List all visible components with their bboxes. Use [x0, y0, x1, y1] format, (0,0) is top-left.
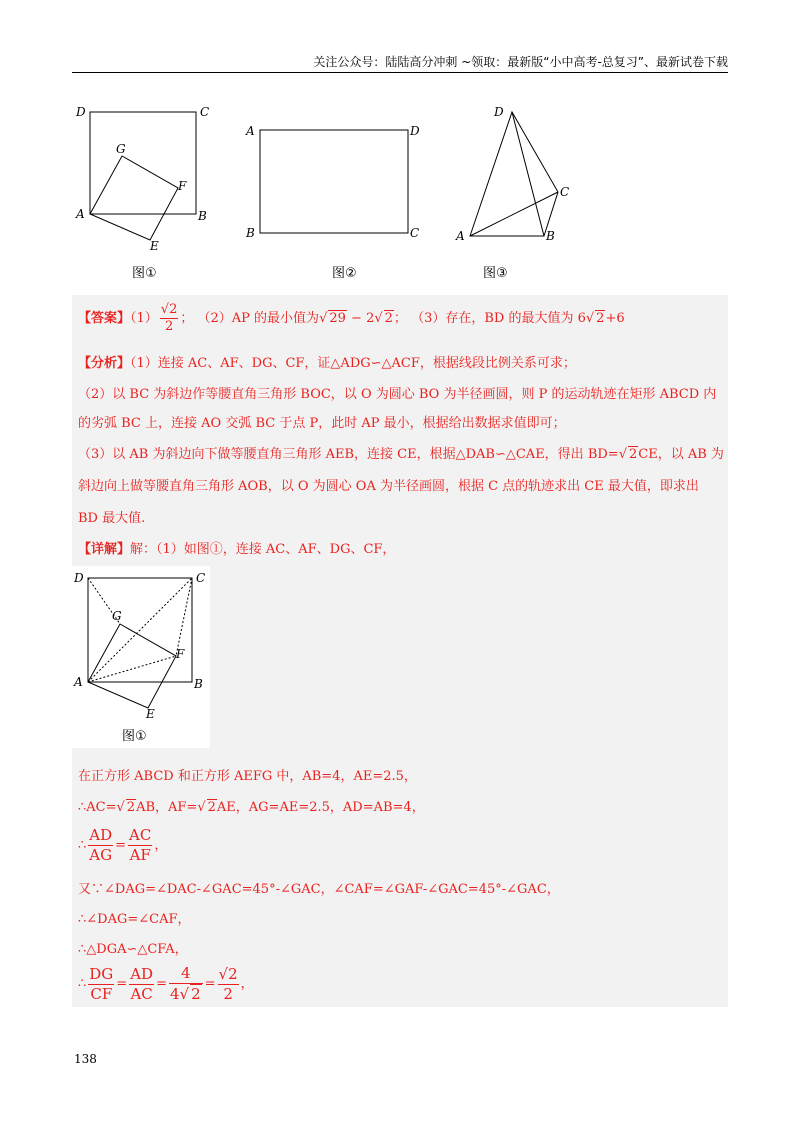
fraction-dg-cf [88, 965, 114, 1004]
analysis-line-1 [78, 352, 724, 371]
frac-num: AD [130, 964, 154, 983]
frac-num: AC [129, 826, 152, 844]
detail-step-6 [78, 938, 724, 957]
label-D: D [74, 571, 84, 585]
therefore-sign: ∴ [78, 838, 87, 853]
label-F: F [178, 179, 187, 193]
label-D: D [76, 105, 86, 119]
frac-den: 2 [223, 984, 233, 1003]
detail-text: ∴AC= [78, 800, 117, 815]
figure-2 [240, 115, 430, 245]
figure-3-caption: 图③ [483, 266, 508, 281]
label-E: E [150, 239, 159, 253]
frac-den: AG [89, 846, 113, 864]
page-number: 138 [74, 1052, 97, 1066]
detail-step-1 [78, 765, 724, 784]
answer-sep: ； [180, 311, 194, 326]
detail-text: 又∵∠DAG=∠DAC-∠GAC=45°-∠GAC，∠CAF=∠GAF-∠GAC=45°-∠GAC， [78, 882, 560, 897]
analysis-text: 斜边向上做等腰直角三角形 AOB，以 O 为圆心 OA 为半径画圆，根据 C 点的轨迹求出 CE 最大值，即求出 [78, 479, 699, 494]
label-G: G [112, 609, 122, 623]
label-C: C [200, 105, 210, 119]
answer-mid: − 2 [346, 311, 375, 326]
sqrt-2: 2 [384, 311, 393, 326]
label-B: B [198, 209, 207, 223]
label-C: C [196, 571, 206, 585]
figure-3 [450, 100, 590, 250]
therefore-sign: ∴ [78, 976, 87, 992]
frac-num: DG [89, 964, 114, 983]
detail-text: ∴△DGA∽△CFA， [78, 942, 188, 957]
sqrt-sign: √ [374, 311, 383, 326]
figure-1-caption: 图① [132, 266, 157, 281]
detail-sep: ， [154, 838, 168, 853]
answer-fraction [160, 302, 179, 335]
label-E: E [146, 707, 155, 721]
analysis-tag: 【分析】 [78, 356, 131, 371]
analysis-line-4 [78, 443, 724, 462]
answer-tag: 【答案】 [78, 311, 131, 326]
detail-text: AE，AG=AE=2.5，AD=AB=4， [216, 800, 425, 815]
detail-step-4 [78, 878, 724, 897]
frac-den: AF [129, 846, 151, 864]
fraction-ad-ag [88, 826, 113, 865]
frac-den-coef: 4 [169, 985, 180, 1003]
analysis-text: BD 最大值. [78, 511, 146, 526]
label-B: B [194, 677, 203, 691]
frac-num: √2 [218, 964, 238, 983]
figure-4-caption: 图① [122, 729, 147, 744]
analysis-text: （1）连接 AC、AF、DG、CF，证△ADG∽△ACF，根据线段比例关系可求； [130, 356, 576, 371]
fraction-root2-2 [218, 965, 239, 1004]
analysis-line-3 [78, 412, 724, 431]
frac-den: AC [130, 984, 153, 1003]
label-B: B [246, 226, 255, 240]
sqrt-sign: √ [116, 800, 125, 815]
figure-2-caption: 图② [332, 266, 357, 281]
sqrt-sign: √ [319, 311, 328, 326]
page-header [72, 52, 728, 73]
analysis-text: 的劣弧 BC 上，连接 AO 交弧 BC 于点 P，此时 AP 最小，根据给出数据求值即可； [78, 416, 566, 431]
answer-end: +6 [605, 311, 625, 326]
sqrt-2: 2 [628, 447, 638, 462]
frac-den [169, 984, 203, 1004]
detail-line-intro [78, 538, 724, 557]
equals: = [204, 976, 216, 992]
analysis-line-6 [78, 507, 724, 526]
detail-step-3 [78, 826, 724, 865]
fraction-ac-af [128, 826, 152, 865]
label-B: B [546, 229, 555, 243]
answer-sep: ； [393, 311, 407, 326]
detail-step-7 [78, 964, 724, 1004]
analysis-text: （2）以 BC 为斜边作等腰直角三角形 BOC，以 O 为圆心 BO 为半径画圆，则 P 的运动轨迹在矩形 ABCD 内 [78, 387, 717, 402]
sqrt-sign: √ [197, 800, 206, 815]
sqrt-2: 2 [207, 800, 216, 815]
label-C: C [410, 226, 420, 240]
label-G: G [116, 142, 126, 156]
label-C: C [560, 185, 570, 199]
answer-line [78, 302, 724, 335]
answer-part1: （1） [130, 311, 158, 326]
sqrt-sign: √ [618, 447, 627, 462]
label-D: D [410, 124, 420, 138]
sqrt-sign: √ [179, 985, 190, 1003]
analysis-text: CE，以 AB 为 [638, 447, 724, 462]
label-F: F [176, 647, 185, 661]
analysis-line-2 [78, 383, 724, 402]
figure-4 [72, 566, 210, 748]
fraction-4-4root2 [169, 964, 203, 1004]
detail-text: AB，AF= [136, 800, 198, 815]
frac-num: AD [89, 826, 113, 844]
detail-text: ∴∠DAG=∠CAF， [78, 912, 191, 927]
frac-den: 2 [164, 319, 174, 334]
header-text: 关注公众号：陆陆高分冲刺 ~领取：最新版“小中高考-总复习”、最新试卷下载 [313, 55, 728, 69]
detail-text: 在正方形 ABCD 和正方形 AEFG 中，AB=4，AE=2.5， [78, 769, 417, 784]
detail-text: 解：（1）如图①，连接 AC、AF、DG、CF， [130, 542, 396, 557]
sqrt-2: 2 [596, 311, 605, 326]
detail-tag: 【详解】 [78, 542, 131, 557]
label-A: A [74, 675, 83, 689]
label-A: A [246, 124, 255, 138]
equals: = [116, 976, 128, 992]
analysis-line-5 [78, 475, 724, 494]
sqrt-sign: √ [585, 311, 595, 326]
frac-den: CF [90, 984, 113, 1003]
equals: = [156, 976, 167, 992]
detail-step-2 [78, 796, 724, 815]
figure-1 [74, 100, 224, 280]
detail-sep: ， [240, 976, 254, 992]
label-D: D [494, 105, 504, 119]
answer-part3: （3）存在，BD 的最大值为 6 [411, 311, 586, 326]
detail-step-5 [78, 908, 724, 927]
fraction-ad-ac [129, 965, 154, 1004]
sqrt-29: 29 [329, 311, 346, 326]
answer-part2: （2）AP 的最小值为 [197, 311, 320, 326]
equals: = [115, 838, 127, 853]
sqrt-2: 2 [191, 985, 201, 1003]
label-A: A [76, 207, 85, 221]
frac-num: √2 [160, 302, 178, 317]
analysis-text: （3）以 AB 为斜边向下做等腰直角三角形 AEB，连接 CE，根据△DAB∽△CAE，得出 BD= [78, 447, 619, 462]
frac-num: 4 [169, 964, 203, 984]
label-A: A [456, 229, 465, 243]
sqrt-2: 2 [126, 800, 136, 815]
